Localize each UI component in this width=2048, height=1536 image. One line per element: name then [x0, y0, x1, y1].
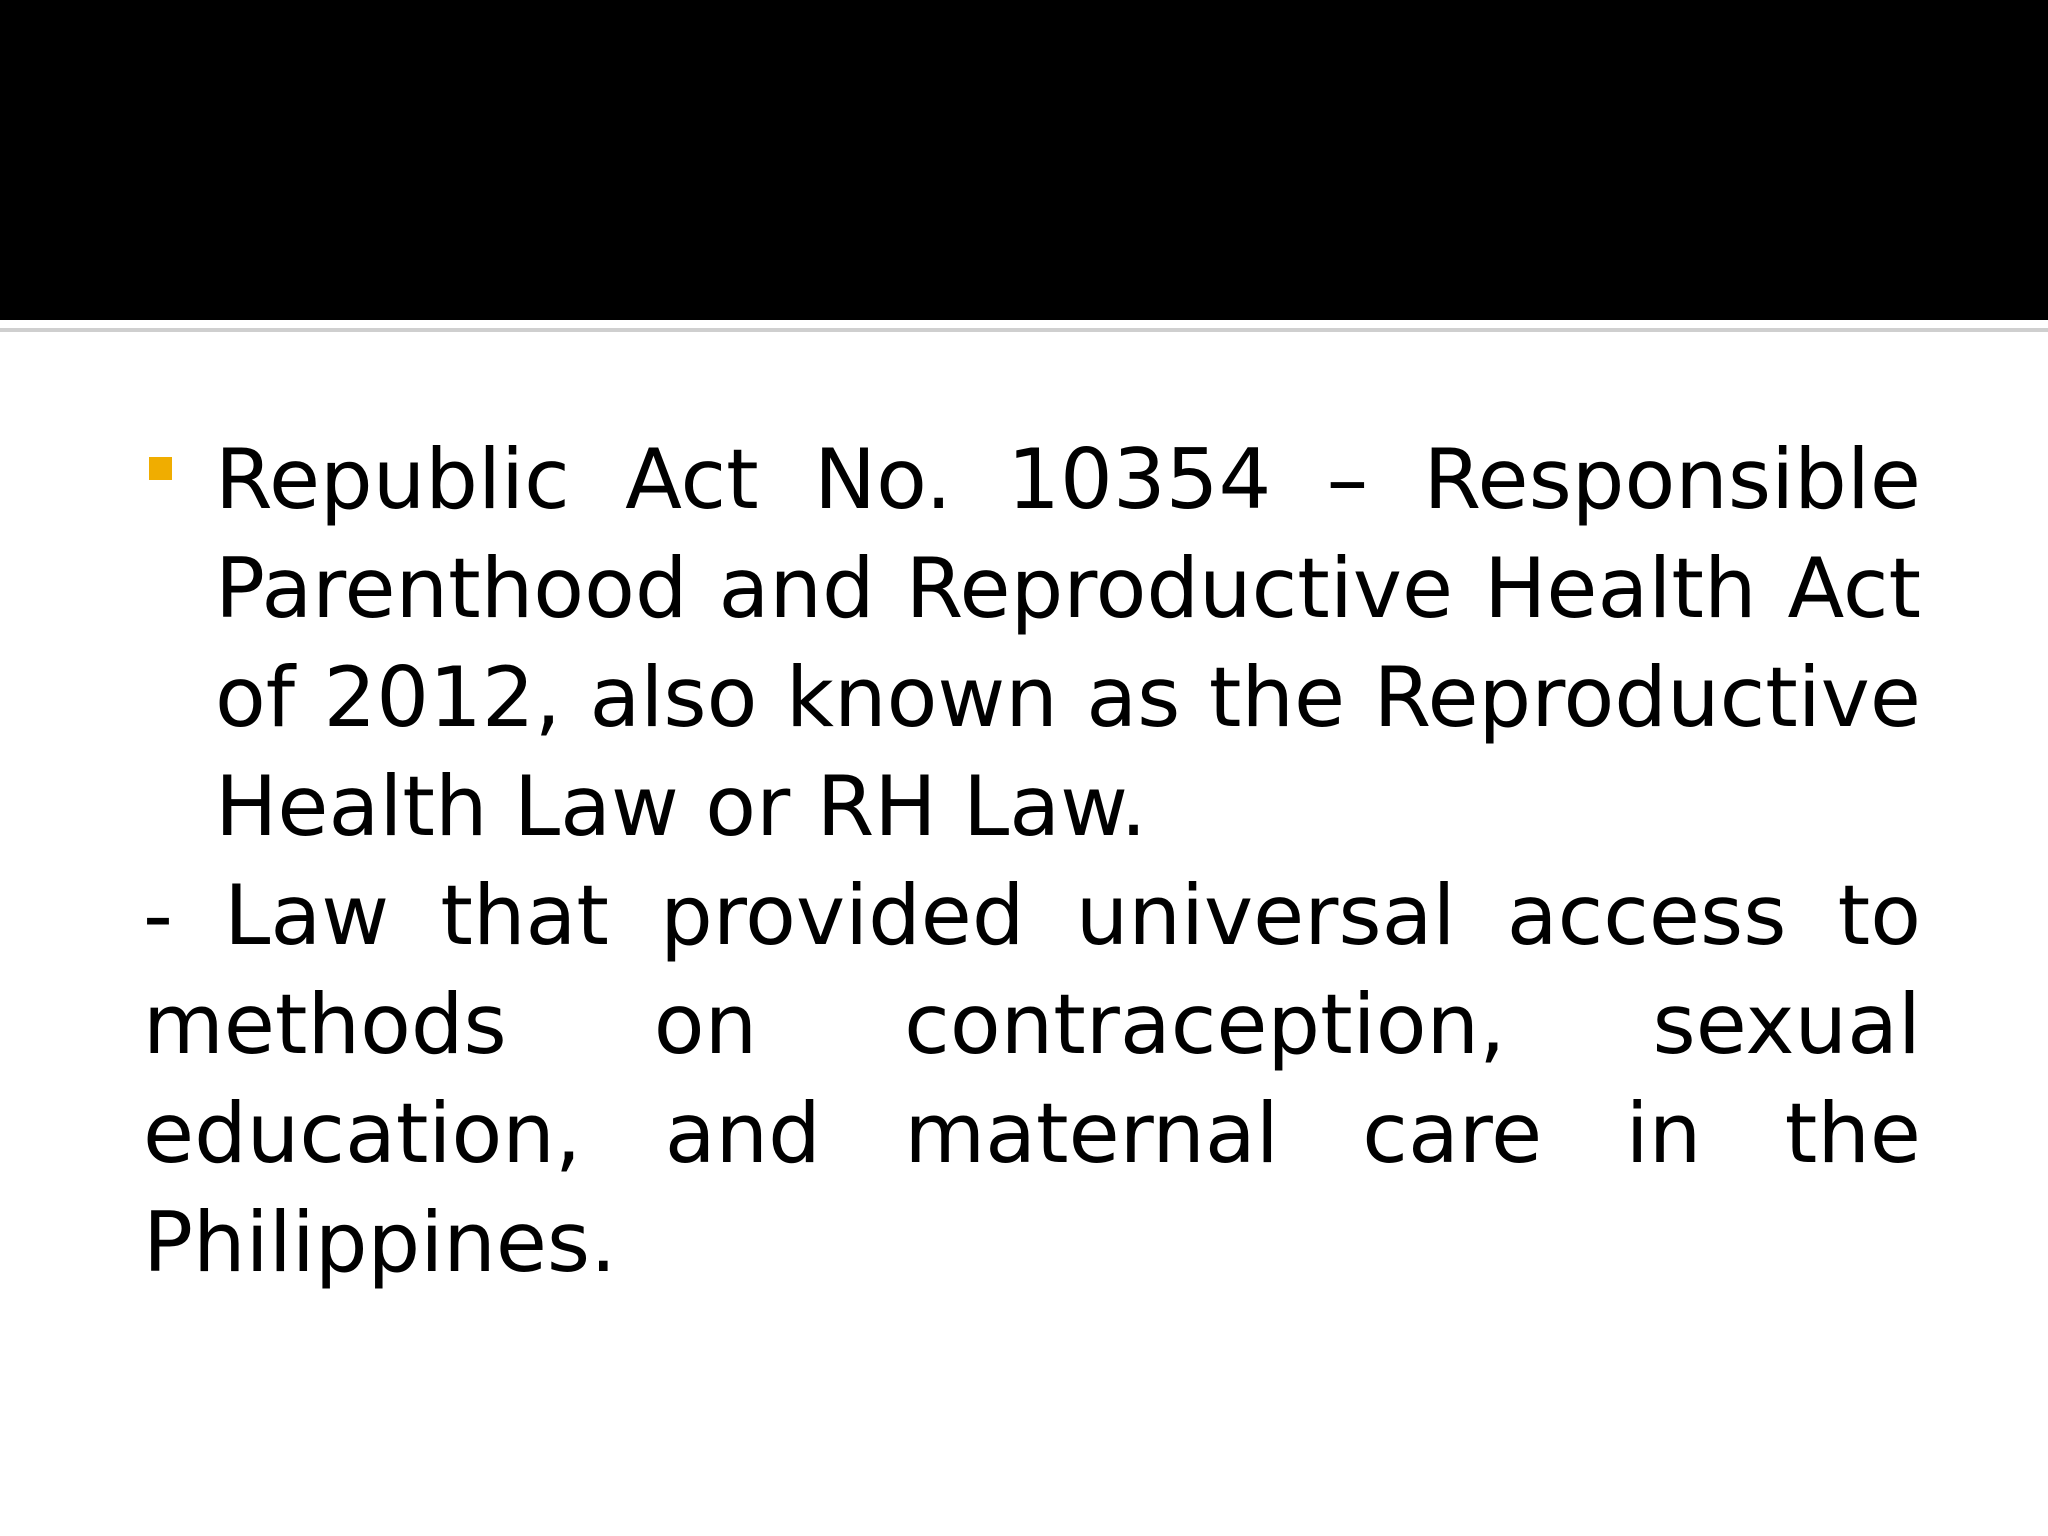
slide-content — [143, 425, 1921, 1297]
bullet-text: Republic Act No. 10354 – Responsible Parenthood and Reproductive Health Act of 2012, also known as the Reproductive Health Law or RH Law. — [215, 431, 1921, 855]
bullet-item — [143, 425, 1921, 861]
description-text: - Law that provided universal access to methods on contraception, sexual education, and maternal care in the Philippines. — [143, 867, 1921, 1291]
title-divider — [0, 328, 2048, 332]
title-bar — [0, 0, 2048, 320]
square-bullet-icon — [149, 457, 172, 480]
